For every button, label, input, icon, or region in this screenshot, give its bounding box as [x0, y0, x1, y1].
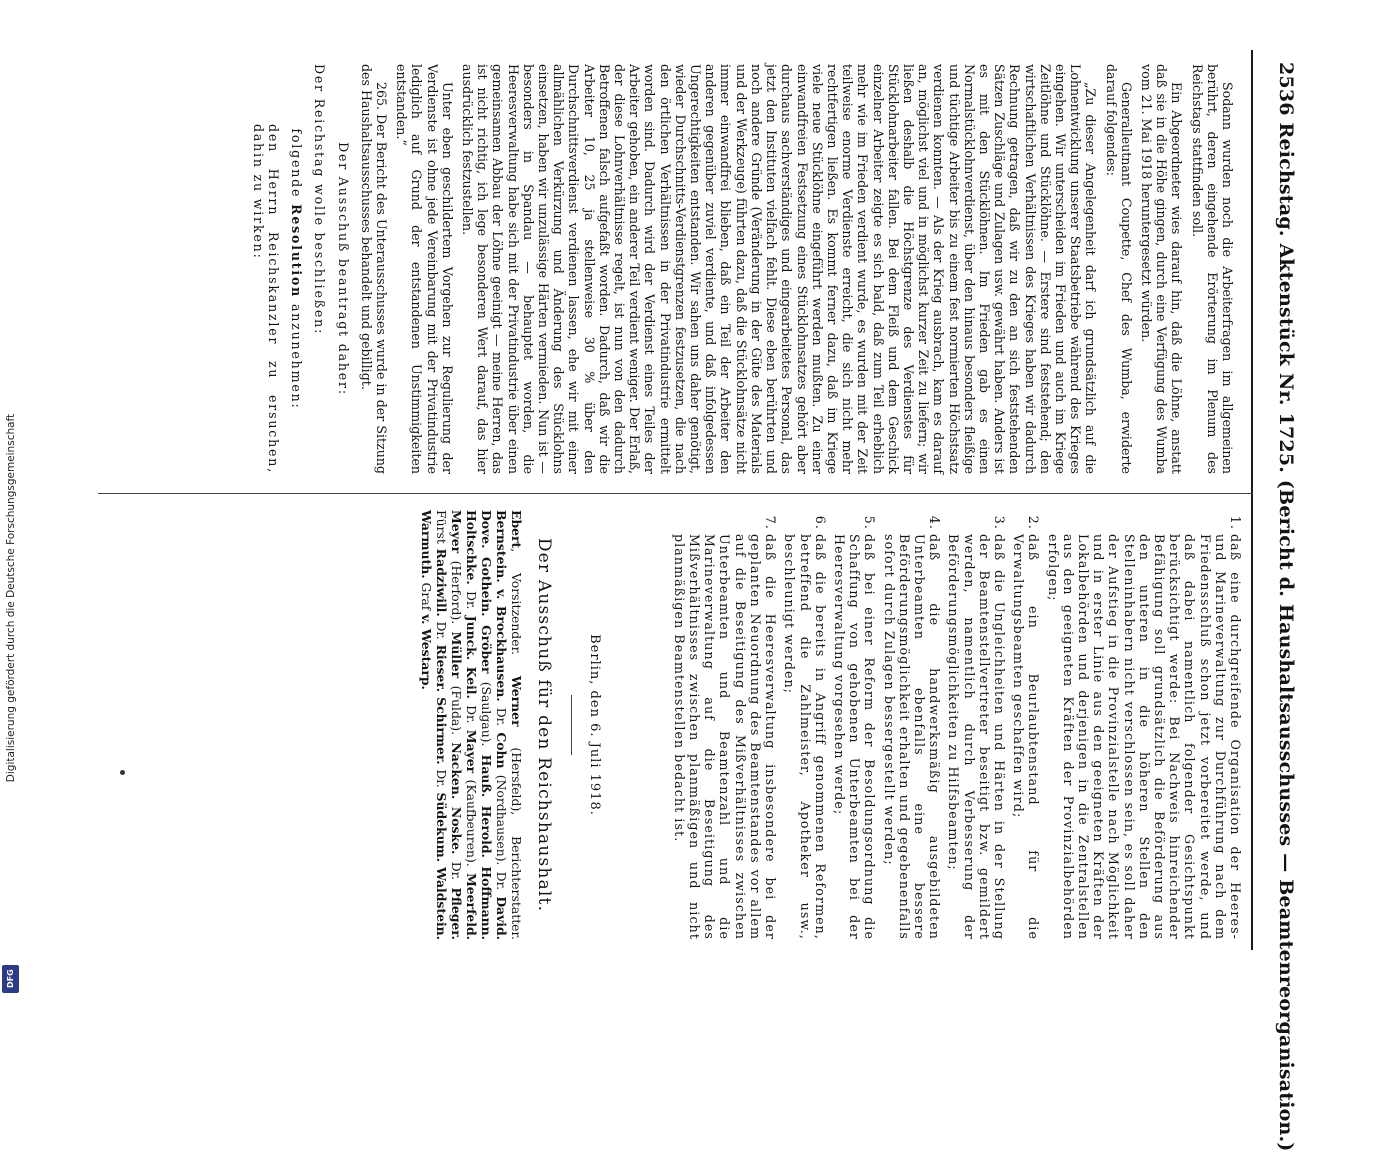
- member-role: , Vorsitzender.: [509, 548, 525, 676]
- member-name: Hauß. Herold. Hoffmann. Holtschke.: [464, 510, 495, 940]
- paragraph-loehne: Ein Abgeordneter wies darauf hin, daß die Löhne, anstatt daß sie in die Höhe gingen, durch eine Verfügung des Wumba vom 21. Mai 1918 heruntergesetzt würden.: [1138, 64, 1185, 474]
- member-role: Fürst: [434, 510, 450, 549]
- member-role: (Saulgau).: [479, 673, 495, 755]
- demand-text: daß bei einer Reform der Besoldungsordnung die Schaffung von gehobenen Unterbeamten bei der Heeresverwaltung vorgesehen werde;: [831, 534, 878, 940]
- demand-item: [1011, 510, 1041, 940]
- member-name: Meerfeld. Meyer: [449, 510, 480, 940]
- reichstag-resolve: Der Reichstag wolle beschließen:: [312, 64, 328, 336]
- separator-rule: [571, 695, 572, 755]
- demand-text: daß die bereits in Angriff genommenen Reformen, betreffend die Zahlmeister, Apotheker usw., beschleunigt werden;: [782, 534, 828, 940]
- paragraph-arbeiterfragen: Sodann wurden noch die Arbeiterfragen im allgemeinen berührt, deren eingehende Erörterung im Plenum des Reichstags stattfinden soll.: [1189, 64, 1235, 474]
- committee-members: [419, 510, 524, 940]
- digitization-margin: [0, 0, 22, 1000]
- demand-number: 1.: [1228, 515, 1243, 530]
- member-role: (Hersfeld), Berichterstatter.: [509, 726, 525, 941]
- member-role: Dr.: [434, 764, 450, 793]
- demand-text: daß ein Beurlaubtenstand für die Verwaltungsbeamten geschaffen wird;: [1011, 534, 1042, 940]
- demand-item: [881, 510, 942, 940]
- member-role: Dr.: [449, 854, 465, 888]
- demand-text: daß eine durchgreifende Organisation der Heeres- und Marineverwaltung zur Durchführung nach dem Friedensschluß schon jetzt vorbereitet werde, und daß dabei namentlich folgender Gesichtspunkt berücksichtigt werde: Bei Nachweis hinreichender Befähigung soll grundsätzlich die Beförderung aus den unteren in die höheren Stellen den Stelleninhabern nicht verschlossen sein, es soll daher der Aufstieg in die Provinzialstelle nach Möglichkeit und in erster Linie aus den geeigneten Kräften der Lokalbehörden und derjenigen in die Zentralstellen aus den geeigneten Kräften der Provinzialbehörden erfolgen;: [1045, 534, 1243, 940]
- member-name: David. Dove. Gothein. Gröber: [479, 510, 510, 940]
- demand-list: [672, 510, 1243, 940]
- member-name: Mayer: [464, 729, 480, 774]
- document-page: [95, 50, 1305, 1152]
- member-name: Rieser. Schirmer.: [434, 644, 450, 765]
- paragraph-265: 265. Der Bericht des Unterausschusses wurde in der Sitzung des Haushaltsausschusses behandelt und gebilligt.: [358, 64, 390, 474]
- member-role: (Fulda).: [449, 678, 465, 743]
- demand-item: [1045, 510, 1243, 940]
- member-name: Nacken. Noske.: [449, 742, 465, 855]
- page-mark: [120, 770, 125, 775]
- member-role: Graf: [419, 578, 435, 615]
- resolution-pre: folgende: [289, 128, 305, 199]
- demand-number: 3.: [991, 515, 1007, 530]
- member-name: Ebert: [509, 510, 525, 549]
- running-header: 2536 Reichstag. Aktenstück Nr. 1725. (Bericht d. Haushaltsausschusses — Beamtenreorganisation.): [1275, 62, 1297, 1152]
- member-name: v. Westarp.: [419, 614, 435, 690]
- motion-intro: Der Ausschuß beantragt daher:: [335, 142, 351, 396]
- demand-number: 5.: [862, 515, 878, 530]
- member-name: Radziwill.: [434, 548, 450, 617]
- reichskanzler-request: den Herrn Reichskanzler zu ersuchen, dahin zu wirken:: [250, 124, 282, 474]
- left-column: [246, 64, 1235, 474]
- member-name: Cohn: [494, 732, 510, 769]
- paragraph-regulierung: Unter eben geschildertem Vorgehen zur Regulierung der Verdienste ist ohne jede Vereinbarung mit der Privatindustrie lediglich auf Grund der entstandenen Unstimmigkeiten entstanden.“: [394, 64, 455, 474]
- demand-item: [782, 510, 828, 940]
- date-line: Berlin, den 6. Juli 1918.: [586, 634, 602, 816]
- member-role: Dr.: [464, 584, 480, 616]
- paragraph-coupette: Generalleutnant Coupette, Chef des Wumba, erwiderte darauf folgendes:: [1103, 64, 1134, 474]
- demand-number: 7.: [763, 515, 779, 530]
- page-header: [1251, 50, 1305, 1152]
- paragraph-quote: „Zu dieser Angelegenheit darf ich grundsätzlich auf die Lohnentwicklung unserer Staatsbetriebe während des Krieges eingehen. Wir unterscheiden im Frieden und auch im Kriege Zeitlöhne und Stücklöhne. — Erstere sind feststehend; den wirtschaftlichen Verhältnissen des Krieges haben wir dadurch Rechnung getragen, daß wir zu den an sich feststehenden Sätzen Zuschläge und Zulagen usw. gewährt haben. Anders ist es mit den Stücklöhnen. Im Frieden gab es einen Normalstücklohnverdienst, über den hinaus besonders fleißige und tüchtige Arbeiter bis zu einem fest normierten Höchstsatz verdienen konnten. — Als der Krieg ausbrach, kam es darauf an, möglichst viel und in möglichst kurzer Zeit zu liefern; wir ließen deshalb die Höchstgrenze des Verdienstes für Stücklohnarbeiter fallen. Bei dem Fleiß und dem Geschick einzelner Arbeiter zeigte es sich bald, daß zum Teil erheblich mehr wie im Frieden verdient wurde, es wurden mit der Zeit teilweise enorme Verdienste erreicht, die sich nicht mehr rechtfertigen ließen. Es kommt ferner dazu, daß im Kriege viele neue Stücklöhne eingeführt werden mußten. Zu einer einwandfreien Festsetzung eines Stücklohnsatzes gehört aber durchaus sachverständiges und eingearbeitetes Personal, das jetzt den Instituten vielfach fehlt. Diese eben berührten und noch andere Gründe (Veränderung in der Güte des Materials und der Werkzeuge) führten dazu, daß die Stücklohnsätze nicht immer einwandfrei blieben, daß ein Teil der Arbeiter den anderen gegenüber zuviel verdiente, und daß infolgedessen Ungerechtigkeiten entstanden. Wir sahen uns daher genötigt, wieder Durchschnitts-Verdienstgrenzen festzusetzen, die nach den örtlichen Verhältnissen in der Privatindustrie ermittelt worden sind. Dadurch wird der Verdienst eines Teiles der Arbeiter gehoben, ein anderer Teil verdient weniger. Der Erlaß, der diese Lohnverhältnisse regelt, ist nun von den dadurch Betroffenen falsch aufgefaßt worden. Dadurch, daß wir die Arbeiter 10, 25 ja stellenweise 30 % über den Durchschnittsverdienst verdienen lassen, ehe wir mit einer allmählichen Verkürzung und Änderung des Stücklohns einsetzen, haben wir unzulässige Härten vermieden. Nun ist — besonders in Spandau — behauptet worden, die Heeresverwaltung habe sich mit der Privatindustrie über einen gemeinsamen Abbau der Löhne geeinigt — meine Herren, das ist nicht richtig, ich lege besonderen Wert darauf, das hier ausdrücklich festzustellen.: [460, 64, 1099, 474]
- demand-number: 2.: [1026, 515, 1042, 530]
- member-name: Junck. Keil.: [464, 615, 480, 699]
- member-name: Südekum. Waldstein. Warmuth.: [419, 510, 450, 940]
- right-column: [419, 510, 1243, 940]
- resolution-line: [289, 64, 304, 474]
- member-name: Pfleger.: [449, 887, 465, 940]
- dfg-logo: DFG: [2, 965, 19, 993]
- demand-item: [672, 510, 778, 940]
- committee-title: Der Ausschuß für den Reichshaushalt.: [534, 537, 555, 913]
- member-name: Bernstein. v. Brockhausen.: [494, 510, 510, 702]
- resolution-word: Resolution: [289, 204, 305, 299]
- member-role: Dr.: [464, 698, 480, 730]
- demand-number: 6.: [812, 515, 828, 530]
- member-role: Dr.: [434, 616, 450, 645]
- demand-item: [832, 510, 878, 940]
- column-divider: [98, 493, 1253, 494]
- resolution-post: anzunehmen:: [289, 303, 305, 410]
- member-role: (Nordhausen). Dr.: [494, 768, 510, 897]
- demand-text: daß die Heeresverwaltung insbesondere bei der geplanten Neuordnung des Beamtenstandes vor allem auf die Beseitigung des Mißverhältnisses zwischen Unterbeamten und Beamtenzahl und die Marineverwaltung auf die Beseitigung des Mißverhältnisses zwischen planmäßigen und nicht planmäßigen Beamtenstellen bedacht ist.: [671, 534, 779, 940]
- member-role: (Kaufbeuren).: [464, 773, 480, 874]
- demand-text: daß die Ungleichheiten und Härten in der Stellung der Beamtenstellvertreter beseitigt bzw. gemildert werden, namentlich durch Verbesserung der Beförderungsmöglichkeiten zu Hilfsbeamten;: [946, 534, 1007, 940]
- member-role: (Herford).: [449, 553, 465, 632]
- member-name: Müller: [449, 631, 465, 679]
- digitization-note: Digitalisierung gefördert durch die Deutsche Forschungsgemeinschaft: [5, 413, 17, 783]
- demand-number: 4.: [927, 515, 943, 530]
- demand-text: daß die handwerksmäßig ausgebildeten Unterbeamten ebenfalls eine bessere Beförderungsmöglichkeit erhalten und gegebenenfalls sofort durch Zulagen bessergestellt werden;: [881, 534, 943, 940]
- member-role: Dr.: [494, 701, 510, 733]
- member-name: Werner: [509, 675, 525, 727]
- demand-item: [946, 510, 1007, 940]
